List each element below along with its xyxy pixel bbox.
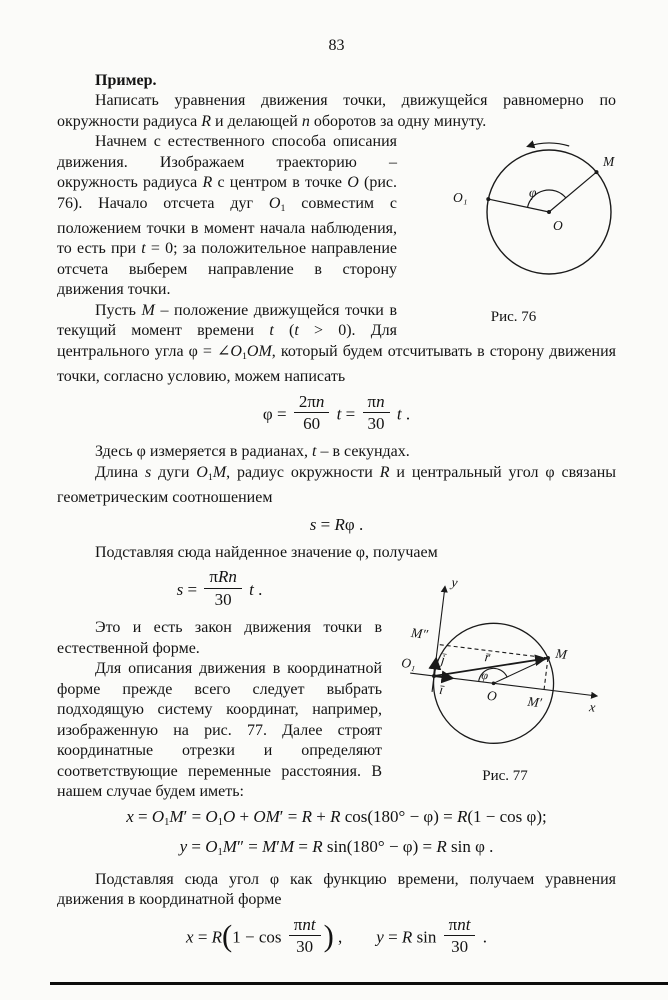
center-point-O: [492, 682, 496, 686]
center-point-O: [547, 210, 551, 214]
fig77-label-M1: M′: [526, 694, 543, 711]
fig76-label-O1: O₁: [453, 190, 468, 205]
scan-edge-line: [50, 982, 668, 985]
paragraph-text: Начнем с естественного способа описания движения. Изображаем траекторию – окружность радиуса R с центром в точке O (рис. 76). Начало отсчета дуг O1 совместим с положением точки в момент начала наблюдения, то есть при t = 0; за положительное направление отсчета выберем направление в сторону движения точки.: [57, 133, 398, 299]
fig77-label-M: M: [554, 646, 568, 663]
fig77-label-O1: O₁: [400, 655, 417, 673]
paragraph-let-M: Пусть M – положение движущейся точки в текущий момент времени t (t > 0). Для центрального угла φ = ∠O1OM, который будем отсчитывать в сторону движения точки, согласно условию, можем написать: [57, 301, 616, 386]
fig77-label-i: ī: [438, 682, 445, 698]
radius-O-M: [549, 172, 597, 212]
fig76-label-O: O: [553, 218, 563, 233]
fig77-label-r: r̄: [483, 649, 491, 666]
figure-76: [411, 136, 616, 327]
fig77-label-j: j̄: [440, 652, 446, 668]
projection-M-M2: [438, 645, 548, 659]
projection-M-M1: [544, 658, 548, 690]
formula-x-coordinate: x = O1M′ = O1O + OM′ = R + R cos(180° − φ) = R(1 − cos φ);: [126, 806, 547, 828]
formula-y-coordinate: y = O1M″ = M′M = R sin(180° − φ) = R sin φ .: [179, 837, 494, 859]
paragraph-natural-law: Это и есть закон движения точки в естественной форме.: [57, 619, 382, 657]
point-M: [546, 656, 550, 660]
radius-O-O1: [488, 199, 549, 212]
page-number: 83: [328, 37, 345, 54]
paragraph-substitute-phi: Подставляя сюда найденное значение φ, получаем: [95, 543, 438, 561]
fig76-drawing: [449, 136, 649, 298]
unit-vector-j: [434, 660, 436, 677]
paragraph-coordinate-method: Для описания движения в координатной форме прежде всего следует выбрать подходящую систему координат, например, изображенную на рис. 77. Далее строят координатные отрезки и определяют соответствующие переменные расстояния. В нашем случае будем иметь:: [57, 660, 382, 801]
fig76-label-phi: φ: [529, 185, 537, 200]
formula-motion-equations: x = R(1 − cos $\frac{\text{πnt}}{30}$ ) , y = R sin $\frac{\text{πnt}}{30}$ .: [186, 914, 487, 957]
fig77-label-phi: φ: [480, 668, 489, 684]
formula-text: s = $\frac{\text{πRn}}{30}$ t .: [176, 567, 263, 610]
fig77-label-x: x: [588, 699, 597, 716]
paragraph-natural-method: [57, 132, 616, 325]
formula-s-R-phi: s = Rφ .: [309, 515, 364, 535]
point-O1: [432, 674, 436, 678]
fig77-label-M2: M″: [410, 625, 429, 643]
motion-direction-arrow: [528, 143, 570, 146]
fig77-drawing: [394, 572, 616, 758]
paragraph-substitute-time: Подставляя сюда угол φ как функцию времени, получаем уравнения движения в координатной форме: [57, 870, 616, 909]
fig77-label-y: y: [450, 574, 459, 591]
fig77-caption: Рис. 77: [482, 767, 528, 784]
figure-77: [394, 572, 616, 786]
point-O1: [486, 197, 490, 201]
point-M: [595, 170, 599, 174]
fig76-caption: Рис. 76: [490, 308, 537, 325]
paragraph-problem-statement: Написать уравнения движения точки, движущейся равномерно по окружности радиуса R и делающей n оборотов за одну минуту.: [57, 92, 616, 130]
formula-phi: φ = $\frac{2\pi n}{60}$ t = $\frac{\pi n}{30}$ t .: [262, 391, 411, 434]
fig76-label-M: M: [603, 154, 615, 169]
fig77-label-O: O: [486, 688, 498, 705]
unit-vector-i: [434, 676, 452, 678]
example-heading: Пример.: [95, 71, 157, 89]
paragraph-arc-length: Длина s дуги O1M, радиус окружности R и центральный угол φ связаны геометрическим соотношением: [57, 463, 617, 506]
paragraph-units: Здесь φ измеряется в радианах, t – в секундах.: [95, 443, 410, 461]
